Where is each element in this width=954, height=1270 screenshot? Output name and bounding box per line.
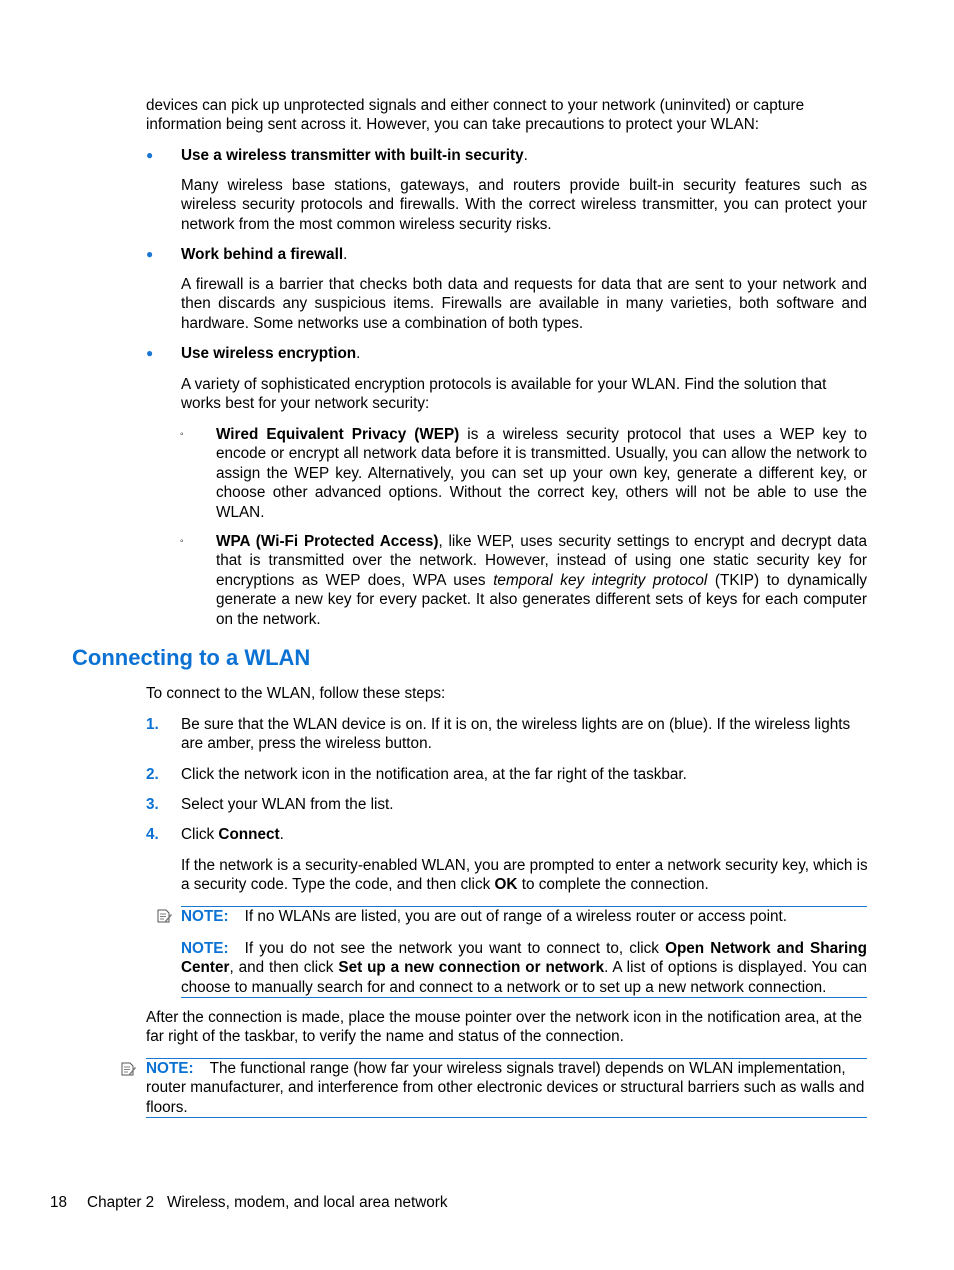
sub-bullet-body: is a wireless security protocol that uses a WEP key to encode or encrypt all network data before it is transmitted. Usually, you can allow the network to assign the WEP key. Alternatively, you can set up your own key, generate a different key, or choose other advanced options. Without the correct key, others will not be able to use the WLAN. [216, 426, 868, 521]
bullet-title: Use a wireless transmitter with built-in security [181, 147, 524, 164]
detail-text-a: If the network is a security-enabled WLAN, you are prompted to enter a network security key, which is a security code. Type the code, and then click [181, 857, 868, 894]
bullet-item-1 [181, 146, 871, 165]
ok-label: OK [494, 876, 518, 894]
note-2-text [181, 939, 867, 997]
sub-bullet-title: Wired Equivalent Privacy (WEP) [216, 426, 460, 443]
step-3: Select your WLAN from the list. [181, 796, 394, 813]
bullet-title: Work behind a firewall [181, 246, 344, 263]
note-text: The functional range (how far your wireless signals travel) depends on WLAN implementation, router manufacturer, and interference from other electronic devices or structural barriers such as walls and floors. [146, 1060, 865, 1116]
sub-bullet-body: , like WEP, uses security settings to encrypt and decrypt data that is transmitted over the network. However, instead of using one static security key for encryptions as WEP does, WPA uses [216, 533, 868, 589]
note-icon [156, 908, 172, 924]
bullet-title: Use wireless encryption [181, 345, 357, 362]
after-text: After the connection is made, place the mouse pointer over the network icon in the notification area, at the far right of the taskbar, to verify the name and status of the connection. [146, 1009, 862, 1046]
page-footer [50, 1193, 448, 1212]
intro-paragraph [146, 96, 868, 135]
bullet-symbol: ● [146, 247, 154, 261]
bullet-body-1 [181, 176, 867, 234]
step-number: 4. [146, 826, 159, 843]
after-paragraph [146, 1008, 868, 1047]
sub-bullet-body-end: (TKIP) to dynamically generate a new key for every packet. It also generates different sets of keys for each computer on the network. [216, 571, 867, 628]
note-icon [120, 1061, 136, 1077]
bullet-body-text: Many wireless base stations, gateways, and routers provide built-in security features such as wireless security protocols and firewalls. With the correct wireless transmitter, you can protect your network from the most common wireless security risks. [181, 177, 867, 233]
note-3-text [146, 1059, 867, 1117]
intro-text: devices can pick up unprotected signals and either connect to your network (uninvited) or capture information being sent across it. However, you can take precautions to protect your WLAN: [146, 97, 805, 134]
setup-connection-label: Set up a new connection or network [338, 959, 605, 977]
sub-bullet-wep [216, 425, 867, 522]
bullet-body-3 [181, 375, 867, 414]
sub-bullet-text [216, 425, 867, 522]
note-text: If no WLANs are listed, you are out of range of a wireless router or access point. [244, 908, 788, 925]
step-number: 3. [146, 796, 159, 813]
note-box-3 [146, 1058, 867, 1118]
sub-bullet-wpa [216, 532, 867, 629]
sub-bullet-title: WPA (Wi-Fi Protected Access) [216, 533, 439, 550]
bullet-punct: . [356, 345, 361, 362]
note-2-c: . A list of options is displayed. You can choose to manually search for and connect to a network or to set up a new network connection. [181, 959, 868, 996]
bullet-item-3 [181, 344, 871, 363]
sub-bullet-italic: temporal key integrity protocol [493, 571, 708, 589]
step-4-punct: . [279, 826, 284, 843]
bullet-body-2 [181, 275, 867, 333]
section-heading: Connecting to a WLAN [72, 645, 311, 670]
step-number: 1. [146, 716, 159, 733]
note-1 [181, 907, 867, 926]
note-label: NOTE: [181, 908, 229, 925]
bullet-body-text: A variety of sophisticated encryption protocols is available for your WLAN. Find the solution that works best for your network security: [181, 376, 827, 413]
sub-bullet-symbol: ◦ [180, 536, 184, 547]
step-4-detail [181, 856, 869, 895]
detail-text-b: to complete the connection. [517, 876, 709, 894]
chapter-title: Chapter 2 Wireless, modem, and local area network [87, 1194, 448, 1211]
bullet-item-2 [181, 245, 871, 264]
bullet-punct: . [523, 147, 528, 164]
open-network-label: Open Network and Sharing Center [181, 940, 867, 977]
note-2-a: If you do not see the network you want to connect to, click [244, 940, 666, 957]
bullet-punct: . [343, 246, 348, 263]
step-1: Be sure that the WLAN device is on. If it is on, the wireless lights are on (blue). If the wireless lights are amber, press the wireless button. [181, 716, 851, 753]
page-number: 18 [50, 1194, 68, 1211]
bullet-body-text: A firewall is a barrier that checks both data and requests for data that are sent to your network and then discards any suspicious items. Firewalls are available in many varieties, both software and hardware. Some networks use a combination of both types. [181, 276, 867, 332]
note-label: NOTE: [146, 1060, 194, 1077]
sub-bullet-symbol: ◦ [180, 429, 184, 440]
section-lead: To connect to the WLAN, follow these steps: [146, 685, 446, 702]
note-2 [181, 939, 867, 997]
bullet-symbol: ● [146, 346, 154, 360]
step-number: 2. [146, 766, 159, 783]
bullet-symbol: ● [146, 148, 154, 162]
step-4 [181, 825, 869, 844]
step-4-detail-text [181, 856, 869, 895]
note-label: NOTE: [181, 940, 229, 957]
connect-label: Connect [218, 826, 280, 843]
step-4-text: Click [181, 826, 219, 843]
sub-bullet-text [216, 532, 867, 629]
step-2: Click the network icon in the notification area, at the far right of the taskbar. [181, 766, 687, 783]
note-box [181, 906, 867, 998]
note-2-b: , and then click [229, 959, 339, 977]
